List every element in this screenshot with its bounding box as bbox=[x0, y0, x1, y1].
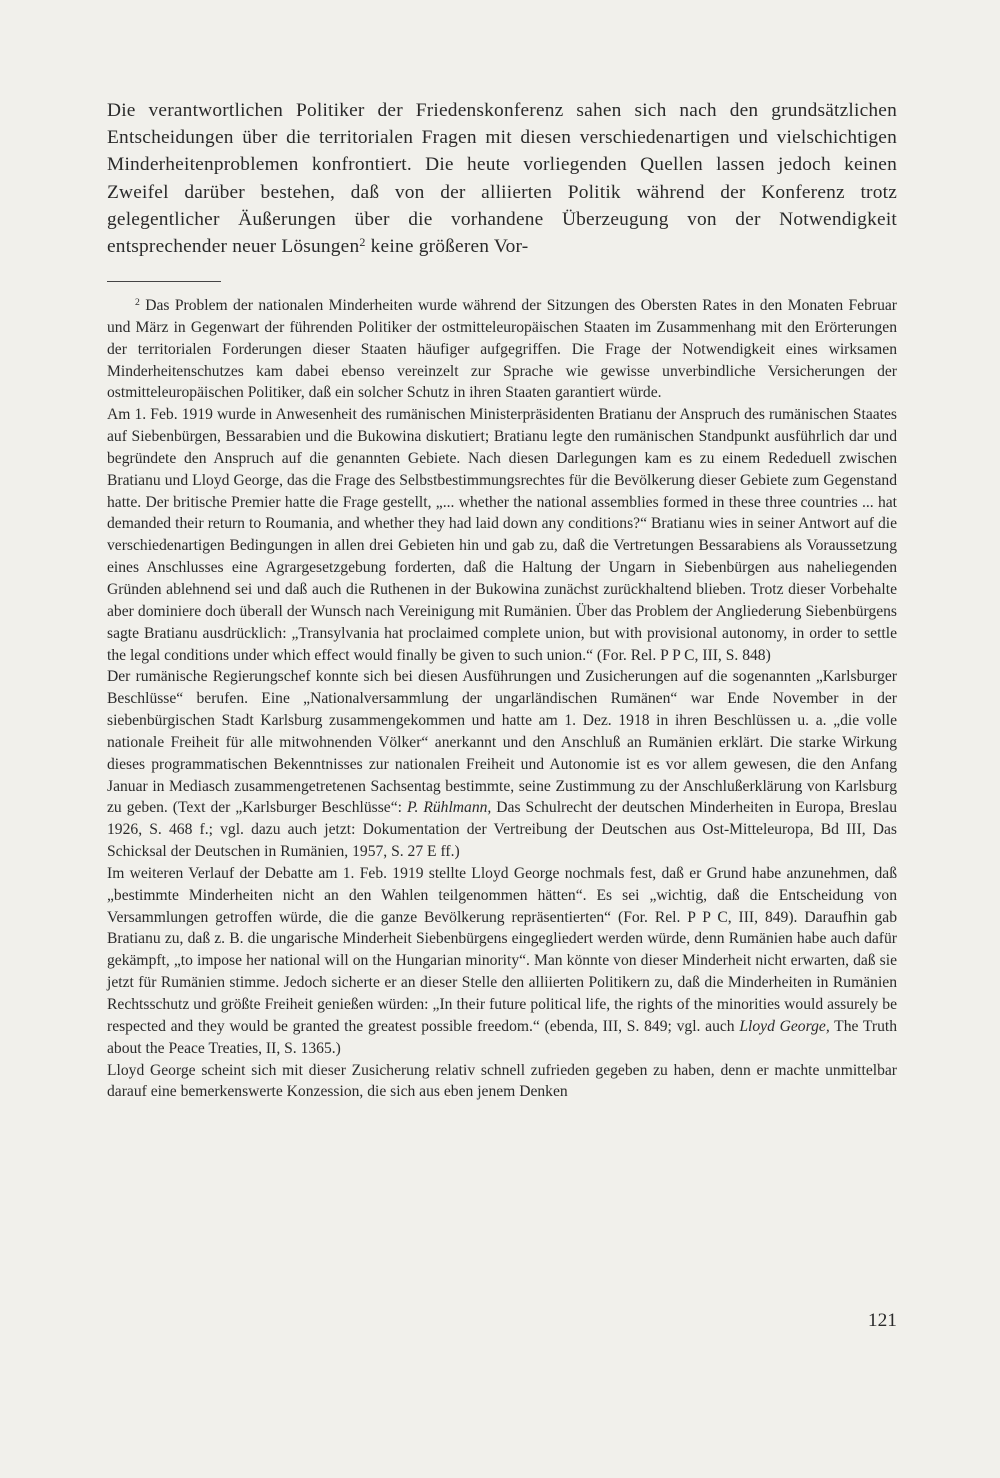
footnote-paragraph: Am 1. Feb. 1919 wurde in Anwesenheit des rumänischen Ministerpräsidenten Bratianu der Anspruch des rumänischen Staates auf Siebenbürgen, Bessarabien und die Bukowina diskutiert; Bratianu legte den rumänischen Standpunkt ausführlich dar und begründete den Anspruch auf die genannten Gebiete. Nach diesen Darlegungen kam es zu einem Rededuell zwischen Bratianu und Lloyd George, das die Frage des Selbstbestimmungsrechtes für die Bevölkerung dieser Gebiete zum Gegenstand hatte. Der britische Premier hatte die Frage gestellt, „... whether the national assemblies formed in these three countries ... hat demanded their return to Roumania, and whether they had laid down any conditions?“ Bratianu wies in seiner Antwort auf die verschiedenartigen Bedingungen in allen drei Gebieten hin und gab zu, daß die Vertretungen Bessarabiens als Voraussetzung eines Anschlusses eine Agrargesetzgebung forderten, daß die Haltung der Ungarn in Siebenbürgen aus naheliegenden Gründen ablehnend sei und daß auch die Ruthenen in der Bukowina zunächst zurückhaltend blieben. Trotz dieser Vorbehalte aber dominiere doch überall der Wunsch nach Vereinigung mit Rumänien. Über das Problem der Angliederung Siebenbürgens sagte Bratianu ausdrücklich: „Transylvania hat proclaimed complete union, but with provisional autonomy, in order to settle the legal conditions under which effect would finally be given to such union.“ (For. Rel. P P C, III, S. 848) bbox=[107, 406, 897, 664]
footnote-text: The Truth about the Peace Treaties, II, S. 1365.) bbox=[107, 1017, 897, 1057]
footnote-text: Das Problem der nationalen Minderheiten wurde während der Sitzungen des Obersten Rates in den Monaten Februar und März in Gegenwart der führenden Politiker der ostmitteleuropäischen Staaten im Zusammenhang mit den Erörterungen der territorialen Forderungen dieser Staaten häufiger aufgegriffen. Die Frage der Notwendigkeit eines wirksamen Minderheitenschutzes kam dabei ebenso vereinzelt zur Sprache wie gewisse unverbindliche Versicherungen der ostmitteleuropäischen Politiker, daß ein solcher Schutz in ihren Staaten garantiert würde. bbox=[107, 297, 897, 402]
footnote-block bbox=[107, 295, 897, 1103]
footnote-paragraph bbox=[107, 863, 897, 1060]
footnote-paragraph bbox=[107, 666, 897, 863]
footnote-paragraph bbox=[107, 295, 897, 404]
author-name: Lloyd George, bbox=[739, 1017, 830, 1035]
footnote-marker: 2 bbox=[135, 297, 140, 309]
main-text-continuation: keine größeren Vor- bbox=[365, 236, 529, 258]
main-text: Die verantwortlichen Politiker der Friedenskonferenz sahen sich nach den grundsätzlichen Entscheidungen über die territorialen Fragen mit diesen verschiedenartigen und vielschichtigen Minderheitenproblemen konfrontiert. Die heute vorliegenden Quellen lassen jedoch keinen Zweifel darüber bestehen, daß von der alliierten Politik während der Konferenz trotz gelegentlicher Äußerungen über die vorhandene Überzeugung von der Notwendigkeit entsprechender neuer Lösungen bbox=[107, 100, 897, 258]
footnote-text: Der rumänische Regierungschef konnte sich bei diesen Ausführungen und Zusicherungen auf die sogenannten „Karlsburger Beschlüsse“ berufen. Eine „Nationalversammlung der ungarländischen Rumänen“ war Ende November in der siebenbürgischen Stadt Karlsburg zusammengekommen und hatte am 1. Dez. 1918 in ihren Beschlüssen u. a. „die volle nationale Freiheit für alle mitwohnenden Völker“ anerkannt und den Anschluß an Rumänien erklärt. Die starke Wirkung dieses programmatischen Bekenntnisses zur nationalen Freiheit und Autonomie ist es vor allem gewesen, die den Anfang Januar in Mediasch zusammengetretenen Sachsentag bestimmte, seine Zustimmung zu der Anschlußerklärung von Karlsburg zu geben. (Text der „Karlsburger Beschlüsse“: bbox=[107, 668, 897, 817]
footnote-text: Das Schulrecht der deutschen Minderheiten in Europa, Breslau 1926, S. 468 f.; vgl. dazu auch jetzt: Dokumentation der Vertreibung der Deutschen aus Ost-Mitteleuropa, Bd III, Das Schicksal der Deutschen in Rumänien, 1957, S. 27 E ff.) bbox=[107, 799, 897, 861]
footnote-reference: 2 bbox=[359, 235, 366, 250]
author-name: P. Rühlmann, bbox=[406, 799, 492, 817]
main-paragraph bbox=[107, 97, 897, 260]
footnote-paragraph: Lloyd George scheint sich mit dieser Zusicherung relativ schnell zufrieden gegeben zu haben, denn er machte unmittelbar darauf eine bemerkenswerte Konzession, die sich aus eben jenem Denken bbox=[107, 1061, 897, 1101]
page-number: 121 bbox=[867, 1310, 897, 1331]
footnote-text: Im weiteren Verlauf der Debatte am 1. Feb. 1919 stellte Lloyd George nochmals fest, daß er Grund habe anzunehmen, daß „bestimmte Minderheiten nicht an den Wahlen teilgenommen hätten“. Es sei „wichtig, daß die Entscheidung von Versammlungen getroffen würde, die die ganze Bevölkerung repräsentierten“ (For. Rel. P P C, III, 849). Daraufhin gab Bratianu zu, daß z. B. die ungarische Minderheit Siebenbürgens eingegliedert werden würde, denn Rumänien habe auch dafür gekämpft, „to impose her national will on the Hungarian minority“. Man könnte von dieser Minderheit nicht erwarten, daß sie jetzt für Rumänien stimme. Jedoch sicherte er an dieser Stelle den alliierten Politikern zu, daß die Minderheiten in Rumänien Rechtsschutz und größte Freiheit genießen würden: „In their future political life, the rights of the minorities would assurely be respected and they would be granted the greatest possible freedom.“ (ebenda, III, S. 849; vgl. auch bbox=[107, 864, 897, 1035]
footnote-divider bbox=[107, 281, 221, 282]
